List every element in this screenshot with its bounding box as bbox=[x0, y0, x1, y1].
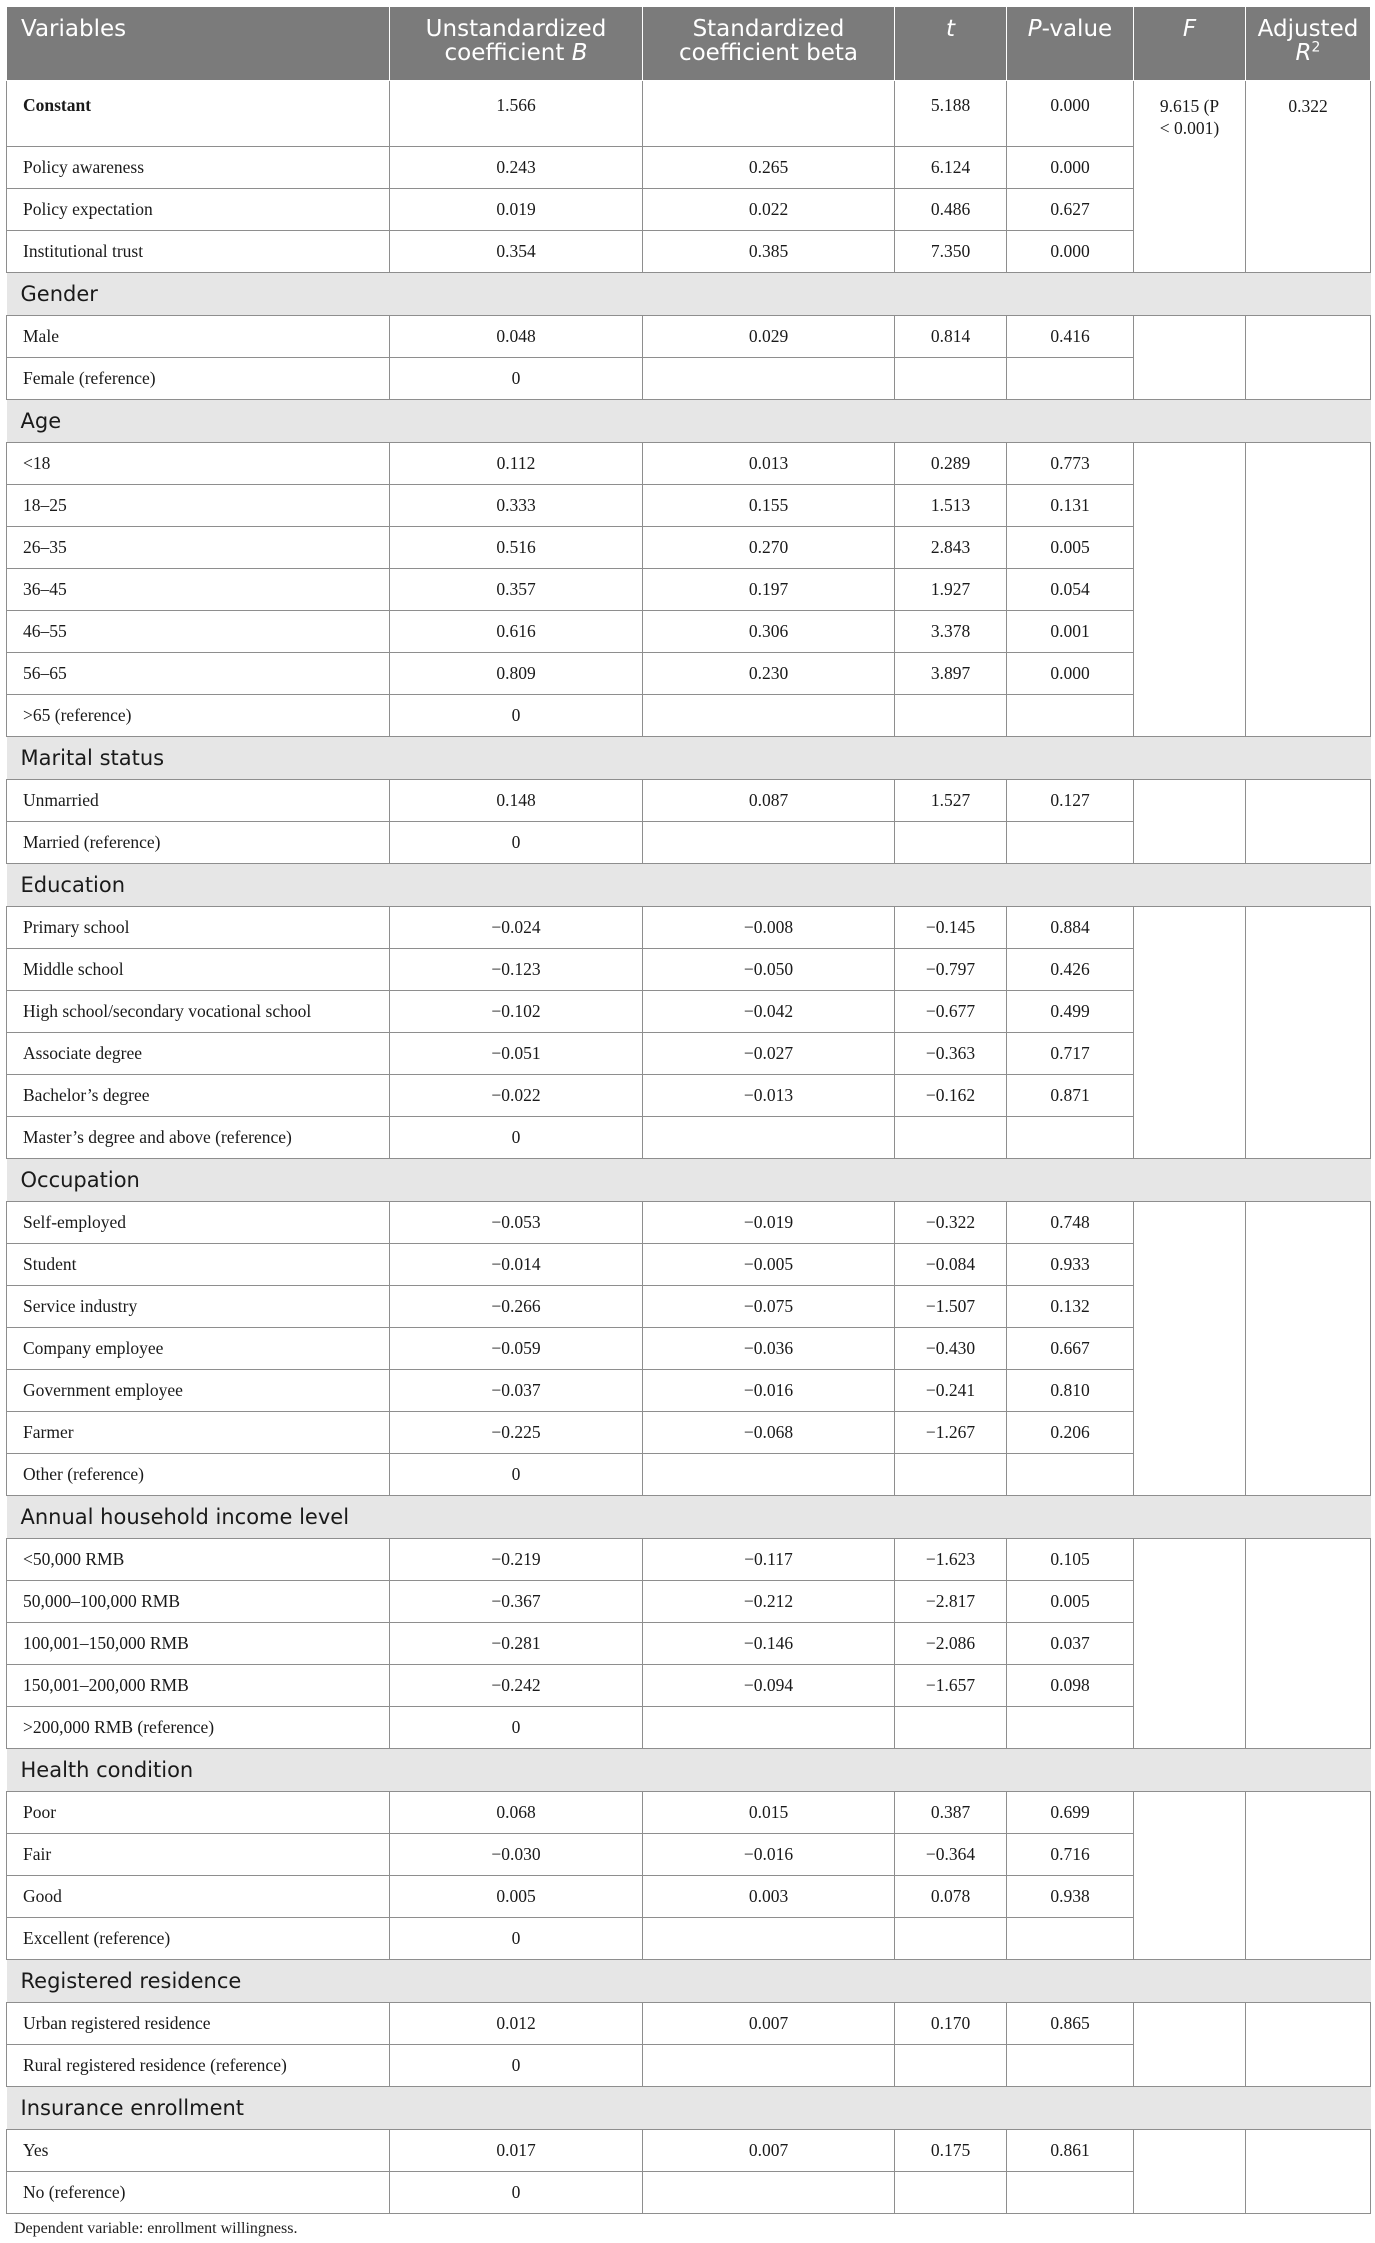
standardized-beta-cell: 0.197 bbox=[643, 569, 895, 611]
p-value-cell: 0.105 bbox=[1007, 1539, 1134, 1581]
unstandardized-b-cell: 0.068 bbox=[390, 1792, 643, 1834]
p-value-cell: 0.131 bbox=[1007, 485, 1134, 527]
unstandardized-b-cell: 1.566 bbox=[390, 81, 643, 147]
standardized-beta-cell bbox=[643, 1707, 895, 1749]
standardized-beta-cell bbox=[643, 822, 895, 864]
p-value-cell: 0.054 bbox=[1007, 569, 1134, 611]
f-statistic-line2: < 0.001) bbox=[1159, 118, 1220, 138]
f-cell bbox=[1134, 1202, 1246, 1496]
p-value-cell: 0.206 bbox=[1007, 1412, 1134, 1454]
standardized-beta-cell: 0.270 bbox=[643, 527, 895, 569]
p-value-cell: 0.717 bbox=[1007, 1033, 1134, 1075]
variable-label: Company employee bbox=[7, 1328, 390, 1370]
standardized-beta-cell: −0.008 bbox=[643, 907, 895, 949]
section-header-row bbox=[7, 1749, 1371, 1792]
t-cell bbox=[895, 358, 1007, 400]
variable-label: 36–45 bbox=[7, 569, 390, 611]
p-value-cell: 0.699 bbox=[1007, 1792, 1134, 1834]
t-cell: −2.086 bbox=[895, 1623, 1007, 1665]
t-cell: −0.430 bbox=[895, 1328, 1007, 1370]
f-cell bbox=[1134, 2003, 1246, 2087]
f-cell bbox=[1134, 780, 1246, 864]
section-header-row bbox=[7, 737, 1371, 780]
unstandardized-b-cell: −0.030 bbox=[390, 1834, 643, 1876]
variable-label: Farmer bbox=[7, 1412, 390, 1454]
variable-label: Yes bbox=[7, 2130, 390, 2172]
adjusted-r2-value: 0.322 bbox=[1288, 96, 1328, 116]
unstandardized-b-cell: 0 bbox=[390, 1454, 643, 1496]
header-t: t bbox=[895, 7, 1007, 81]
p-value-cell: 0.098 bbox=[1007, 1665, 1134, 1707]
variable-label: Student bbox=[7, 1244, 390, 1286]
standardized-beta-cell: 0.155 bbox=[643, 485, 895, 527]
variable-label: Institutional trust bbox=[7, 231, 390, 273]
variable-label: Policy awareness bbox=[7, 147, 390, 189]
unstandardized-b-cell: 0 bbox=[390, 2172, 643, 2214]
p-value-cell: 0.132 bbox=[1007, 1286, 1134, 1328]
unstandardized-b-cell: 0.112 bbox=[390, 443, 643, 485]
variable-label: Excellent (reference) bbox=[7, 1918, 390, 1960]
variable-label: Constant bbox=[7, 81, 390, 147]
p-value-cell bbox=[1007, 1918, 1134, 1960]
t-cell: 0.078 bbox=[895, 1876, 1007, 1918]
variable-label: 100,001–150,000 RMB bbox=[7, 1623, 390, 1665]
unstandardized-b-cell: 0 bbox=[390, 1117, 643, 1159]
standardized-beta-cell: 0.265 bbox=[643, 147, 895, 189]
unstandardized-b-cell: 0 bbox=[390, 822, 643, 864]
variable-label: High school/secondary vocational school bbox=[7, 991, 390, 1033]
variable-label: 50,000–100,000 RMB bbox=[7, 1581, 390, 1623]
p-value-cell: 0.667 bbox=[1007, 1328, 1134, 1370]
standardized-beta-cell: −0.027 bbox=[643, 1033, 895, 1075]
t-cell: −0.363 bbox=[895, 1033, 1007, 1075]
unstandardized-b-cell: −0.024 bbox=[390, 907, 643, 949]
t-cell: −0.677 bbox=[895, 991, 1007, 1033]
section-header-row bbox=[7, 1159, 1371, 1202]
adj-r2-cell bbox=[1246, 2003, 1371, 2087]
t-cell: −0.322 bbox=[895, 1202, 1007, 1244]
t-cell: 0.387 bbox=[895, 1792, 1007, 1834]
variable-label: 150,001–200,000 RMB bbox=[7, 1665, 390, 1707]
table-row bbox=[7, 1202, 1371, 1244]
p-value-cell: 0.871 bbox=[1007, 1075, 1134, 1117]
header-unstandardized-b: Unstandardized coefficient B bbox=[390, 7, 643, 81]
p-value-cell bbox=[1007, 1117, 1134, 1159]
variable-label: Rural registered residence (reference) bbox=[7, 2045, 390, 2087]
variable-label: <18 bbox=[7, 443, 390, 485]
t-cell: 0.170 bbox=[895, 2003, 1007, 2045]
f-cell bbox=[1134, 81, 1246, 273]
p-value-cell: 0.005 bbox=[1007, 1581, 1134, 1623]
header-adjusted-r2: Adjusted $R^2$ bbox=[1246, 7, 1371, 81]
unstandardized-b-cell: 0.017 bbox=[390, 2130, 643, 2172]
standardized-beta-cell: −0.117 bbox=[643, 1539, 895, 1581]
t-cell: 1.513 bbox=[895, 485, 1007, 527]
section-title: Age bbox=[7, 400, 1371, 443]
unstandardized-b-cell: −0.225 bbox=[390, 1412, 643, 1454]
standardized-beta-cell: −0.212 bbox=[643, 1581, 895, 1623]
table-body bbox=[7, 81, 1371, 2214]
regression-table-container bbox=[6, 6, 1370, 2238]
variable-label: Other (reference) bbox=[7, 1454, 390, 1496]
unstandardized-b-cell: 0.243 bbox=[390, 147, 643, 189]
standardized-beta-cell: 0.003 bbox=[643, 1876, 895, 1918]
adj-r2-cell bbox=[1246, 907, 1371, 1159]
p-value-cell: 0.127 bbox=[1007, 780, 1134, 822]
standardized-beta-cell bbox=[643, 81, 895, 147]
unstandardized-b-cell: −0.242 bbox=[390, 1665, 643, 1707]
t-cell: −0.241 bbox=[895, 1370, 1007, 1412]
t-cell: 1.927 bbox=[895, 569, 1007, 611]
t-cell: −1.267 bbox=[895, 1412, 1007, 1454]
f-cell bbox=[1134, 907, 1246, 1159]
t-cell bbox=[895, 2045, 1007, 2087]
t-cell: 6.124 bbox=[895, 147, 1007, 189]
f-cell bbox=[1134, 2130, 1246, 2214]
t-cell bbox=[895, 1454, 1007, 1496]
header-f: F bbox=[1134, 7, 1246, 81]
p-value-cell: 0.000 bbox=[1007, 147, 1134, 189]
unstandardized-b-cell: 0.148 bbox=[390, 780, 643, 822]
t-cell: −0.162 bbox=[895, 1075, 1007, 1117]
section-title: Registered residence bbox=[7, 1960, 1371, 2003]
f-cell bbox=[1134, 443, 1246, 737]
adj-r2-cell bbox=[1246, 443, 1371, 737]
unstandardized-b-cell: 0 bbox=[390, 1707, 643, 1749]
variable-label: Married (reference) bbox=[7, 822, 390, 864]
p-value-cell: 0.037 bbox=[1007, 1623, 1134, 1665]
standardized-beta-cell: −0.094 bbox=[643, 1665, 895, 1707]
p-value-cell bbox=[1007, 2172, 1134, 2214]
t-cell: 3.378 bbox=[895, 611, 1007, 653]
f-cell bbox=[1134, 1792, 1246, 1960]
t-cell bbox=[895, 2172, 1007, 2214]
standardized-beta-cell: −0.005 bbox=[643, 1244, 895, 1286]
standardized-beta-cell: −0.016 bbox=[643, 1834, 895, 1876]
table-row bbox=[7, 780, 1371, 822]
standardized-beta-cell bbox=[643, 1454, 895, 1496]
t-cell: 2.843 bbox=[895, 527, 1007, 569]
standardized-beta-cell: −0.042 bbox=[643, 991, 895, 1033]
standardized-beta-cell: −0.019 bbox=[643, 1202, 895, 1244]
table-row bbox=[7, 316, 1371, 358]
table-row bbox=[7, 2003, 1371, 2045]
standardized-beta-cell bbox=[643, 2045, 895, 2087]
t-cell: −0.364 bbox=[895, 1834, 1007, 1876]
standardized-beta-cell: 0.022 bbox=[643, 189, 895, 231]
unstandardized-b-cell: 0.012 bbox=[390, 2003, 643, 2045]
section-header-row bbox=[7, 273, 1371, 316]
section-title: Marital status bbox=[7, 737, 1371, 780]
section-title: Annual household income level bbox=[7, 1496, 1371, 1539]
standardized-beta-cell bbox=[643, 358, 895, 400]
unstandardized-b-cell: −0.022 bbox=[390, 1075, 643, 1117]
t-cell: 1.527 bbox=[895, 780, 1007, 822]
section-title: Gender bbox=[7, 273, 1371, 316]
unstandardized-b-cell: 0 bbox=[390, 1918, 643, 1960]
variable-label: >200,000 RMB (reference) bbox=[7, 1707, 390, 1749]
table-row bbox=[7, 1792, 1371, 1834]
p-value-cell bbox=[1007, 2045, 1134, 2087]
t-cell: −1.623 bbox=[895, 1539, 1007, 1581]
section-header-row bbox=[7, 864, 1371, 907]
standardized-beta-cell: 0.015 bbox=[643, 1792, 895, 1834]
unstandardized-b-cell: −0.281 bbox=[390, 1623, 643, 1665]
t-cell: 0.486 bbox=[895, 189, 1007, 231]
standardized-beta-cell bbox=[643, 695, 895, 737]
header-p-value: P-value bbox=[1007, 7, 1134, 81]
section-header-row bbox=[7, 1496, 1371, 1539]
p-value-cell: 0.001 bbox=[1007, 611, 1134, 653]
f-cell bbox=[1134, 1539, 1246, 1749]
table-row bbox=[7, 443, 1371, 485]
standardized-beta-cell: 0.013 bbox=[643, 443, 895, 485]
p-value-cell: 0.499 bbox=[1007, 991, 1134, 1033]
standardized-beta-cell: 0.306 bbox=[643, 611, 895, 653]
p-value-cell: 0.810 bbox=[1007, 1370, 1134, 1412]
variable-label: Urban registered residence bbox=[7, 2003, 390, 2045]
variable-label: Service industry bbox=[7, 1286, 390, 1328]
p-value-cell: 0.627 bbox=[1007, 189, 1134, 231]
unstandardized-b-cell: −0.051 bbox=[390, 1033, 643, 1075]
variable-label: Good bbox=[7, 1876, 390, 1918]
unstandardized-b-cell: 0.809 bbox=[390, 653, 643, 695]
adj-r2-cell bbox=[1246, 1539, 1371, 1749]
table-row bbox=[7, 81, 1371, 147]
t-cell: 0.175 bbox=[895, 2130, 1007, 2172]
adj-r2-cell bbox=[1246, 2130, 1371, 2214]
p-value-cell: 0.773 bbox=[1007, 443, 1134, 485]
table-row bbox=[7, 907, 1371, 949]
standardized-beta-cell: −0.075 bbox=[643, 1286, 895, 1328]
variable-label: Master’s degree and above (reference) bbox=[7, 1117, 390, 1159]
unstandardized-b-cell: −0.102 bbox=[390, 991, 643, 1033]
standardized-beta-cell: 0.029 bbox=[643, 316, 895, 358]
standardized-beta-cell: 0.230 bbox=[643, 653, 895, 695]
standardized-beta-cell: −0.016 bbox=[643, 1370, 895, 1412]
variable-label: Associate degree bbox=[7, 1033, 390, 1075]
standardized-beta-cell: 0.087 bbox=[643, 780, 895, 822]
section-title: Health condition bbox=[7, 1749, 1371, 1792]
variable-label: Policy expectation bbox=[7, 189, 390, 231]
table-footnote: Dependent variable: enrollment willingness. bbox=[14, 2220, 298, 2237]
standardized-beta-cell: −0.068 bbox=[643, 1412, 895, 1454]
variable-label: 18–25 bbox=[7, 485, 390, 527]
p-value-cell: 0.000 bbox=[1007, 231, 1134, 273]
unstandardized-b-cell: 0 bbox=[390, 695, 643, 737]
variable-label: Bachelor’s degree bbox=[7, 1075, 390, 1117]
t-cell: −0.145 bbox=[895, 907, 1007, 949]
p-value-cell bbox=[1007, 358, 1134, 400]
unstandardized-b-cell: 0.516 bbox=[390, 527, 643, 569]
t-cell: −0.797 bbox=[895, 949, 1007, 991]
header-row bbox=[7, 7, 1371, 81]
adj-r2-cell bbox=[1246, 1792, 1371, 1960]
unstandardized-b-cell: 0.019 bbox=[390, 189, 643, 231]
standardized-beta-cell: 0.007 bbox=[643, 2130, 895, 2172]
p-value-cell bbox=[1007, 695, 1134, 737]
standardized-beta-cell: 0.385 bbox=[643, 231, 895, 273]
variable-label: Self-employed bbox=[7, 1202, 390, 1244]
f-statistic-line1: 9.615 (P bbox=[1159, 96, 1220, 116]
standardized-beta-cell: −0.013 bbox=[643, 1075, 895, 1117]
unstandardized-b-cell: −0.014 bbox=[390, 1244, 643, 1286]
unstandardized-b-cell: 0 bbox=[390, 358, 643, 400]
variable-label: Primary school bbox=[7, 907, 390, 949]
p-value-cell: 0.416 bbox=[1007, 316, 1134, 358]
p-value-cell: 0.426 bbox=[1007, 949, 1134, 991]
variable-label: <50,000 RMB bbox=[7, 1539, 390, 1581]
p-value-cell: 0.884 bbox=[1007, 907, 1134, 949]
variable-label: 56–65 bbox=[7, 653, 390, 695]
variable-label: Middle school bbox=[7, 949, 390, 991]
unstandardized-b-cell: 0.005 bbox=[390, 1876, 643, 1918]
section-header-row bbox=[7, 400, 1371, 443]
t-cell bbox=[895, 1918, 1007, 1960]
standardized-beta-cell: 0.007 bbox=[643, 2003, 895, 2045]
section-title: Insurance enrollment bbox=[7, 2087, 1371, 2130]
table-row bbox=[7, 1539, 1371, 1581]
standardized-beta-cell bbox=[643, 1117, 895, 1159]
p-value-cell: 0.861 bbox=[1007, 2130, 1134, 2172]
p-value-cell: 0.933 bbox=[1007, 1244, 1134, 1286]
standardized-beta-cell: −0.050 bbox=[643, 949, 895, 991]
section-title: Education bbox=[7, 864, 1371, 907]
variable-label: >65 (reference) bbox=[7, 695, 390, 737]
t-cell: 3.897 bbox=[895, 653, 1007, 695]
adj-r2-cell bbox=[1246, 316, 1371, 400]
unstandardized-b-cell: −0.123 bbox=[390, 949, 643, 991]
variable-label: Male bbox=[7, 316, 390, 358]
unstandardized-b-cell: −0.037 bbox=[390, 1370, 643, 1412]
p-value-cell: 0.716 bbox=[1007, 1834, 1134, 1876]
t-cell bbox=[895, 695, 1007, 737]
t-cell: −0.084 bbox=[895, 1244, 1007, 1286]
f-cell bbox=[1134, 316, 1246, 400]
t-cell: −2.817 bbox=[895, 1581, 1007, 1623]
t-cell: −1.657 bbox=[895, 1665, 1007, 1707]
variable-label: Fair bbox=[7, 1834, 390, 1876]
p-value-cell: 0.748 bbox=[1007, 1202, 1134, 1244]
p-value-cell bbox=[1007, 1454, 1134, 1496]
unstandardized-b-cell: 0.357 bbox=[390, 569, 643, 611]
unstandardized-b-cell: −0.266 bbox=[390, 1286, 643, 1328]
unstandardized-b-cell: 0 bbox=[390, 2045, 643, 2087]
unstandardized-b-cell: 0.333 bbox=[390, 485, 643, 527]
variable-label: Female (reference) bbox=[7, 358, 390, 400]
variable-label: 46–55 bbox=[7, 611, 390, 653]
adj-r2-cell bbox=[1246, 81, 1371, 273]
table-row bbox=[7, 2130, 1371, 2172]
p-value-cell bbox=[1007, 1707, 1134, 1749]
section-header-row bbox=[7, 1960, 1371, 2003]
t-cell bbox=[895, 822, 1007, 864]
unstandardized-b-cell: 0.354 bbox=[390, 231, 643, 273]
standardized-beta-cell: −0.146 bbox=[643, 1623, 895, 1665]
adj-r2-cell bbox=[1246, 1202, 1371, 1496]
unstandardized-b-cell: −0.059 bbox=[390, 1328, 643, 1370]
adj-r2-cell bbox=[1246, 780, 1371, 864]
t-cell: 7.350 bbox=[895, 231, 1007, 273]
t-cell: 0.289 bbox=[895, 443, 1007, 485]
t-cell: 5.188 bbox=[895, 81, 1007, 147]
variable-label: 26–35 bbox=[7, 527, 390, 569]
p-value-cell: 0.005 bbox=[1007, 527, 1134, 569]
p-value-cell bbox=[1007, 822, 1134, 864]
standardized-beta-cell: −0.036 bbox=[643, 1328, 895, 1370]
variable-label: Poor bbox=[7, 1792, 390, 1834]
section-title: Occupation bbox=[7, 1159, 1371, 1202]
unstandardized-b-cell: 0.616 bbox=[390, 611, 643, 653]
t-cell bbox=[895, 1117, 1007, 1159]
t-cell bbox=[895, 1707, 1007, 1749]
unstandardized-b-cell: −0.219 bbox=[390, 1539, 643, 1581]
unstandardized-b-cell: −0.367 bbox=[390, 1581, 643, 1623]
variable-label: No (reference) bbox=[7, 2172, 390, 2214]
t-cell: 0.814 bbox=[895, 316, 1007, 358]
p-value-cell: 0.000 bbox=[1007, 81, 1134, 147]
p-value-cell: 0.938 bbox=[1007, 1876, 1134, 1918]
header-variables: Variables bbox=[7, 7, 390, 81]
variable-label: Unmarried bbox=[7, 780, 390, 822]
standardized-beta-cell bbox=[643, 1918, 895, 1960]
standardized-beta-cell bbox=[643, 2172, 895, 2214]
t-cell: −1.507 bbox=[895, 1286, 1007, 1328]
unstandardized-b-cell: 0.048 bbox=[390, 316, 643, 358]
header-standardized-beta: Standardized coefficient beta bbox=[643, 7, 895, 81]
unstandardized-b-cell: −0.053 bbox=[390, 1202, 643, 1244]
p-value-cell: 0.000 bbox=[1007, 653, 1134, 695]
section-header-row bbox=[7, 2087, 1371, 2130]
variable-label: Government employee bbox=[7, 1370, 390, 1412]
p-value-cell: 0.865 bbox=[1007, 2003, 1134, 2045]
regression-table bbox=[6, 6, 1371, 2214]
